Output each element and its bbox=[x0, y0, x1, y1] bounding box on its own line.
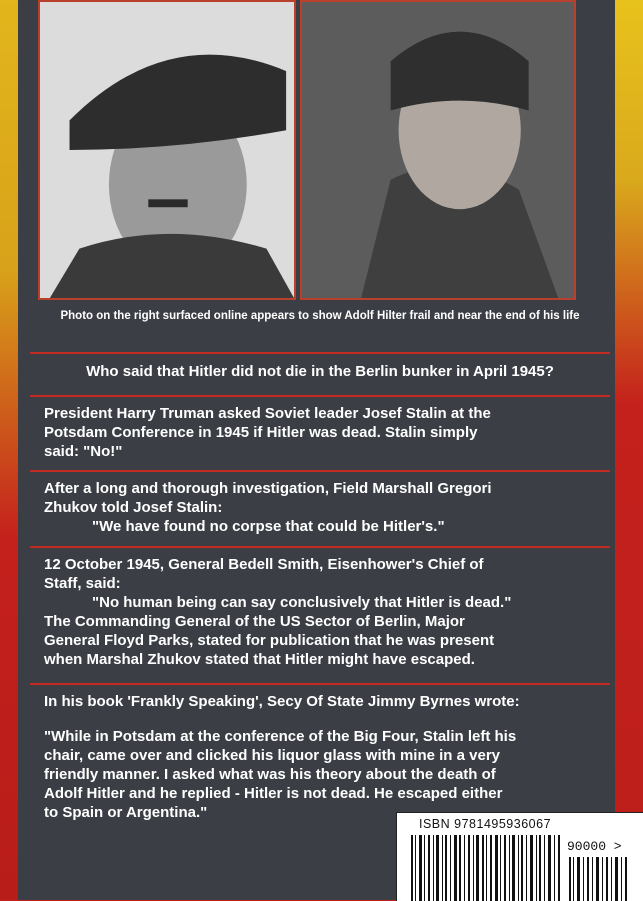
cover-border-right bbox=[615, 0, 643, 900]
photo-left-portrait bbox=[38, 0, 296, 300]
smith-line: Staff, said: bbox=[44, 575, 121, 592]
smith-after-line: General Floyd Parks, stated for publication that he was present bbox=[44, 632, 495, 649]
truman-section bbox=[30, 395, 610, 461]
barcode-bars-icon bbox=[411, 835, 561, 901]
zhukov-quote: "We have found no corpse that could be Hitler's." bbox=[92, 518, 445, 535]
photo-caption: Photo on the right surfaced online appears to show Adolf Hilter frail and near the end of his life bbox=[60, 310, 580, 322]
truman-line: President Harry Truman asked Soviet leader Josef Stalin at the bbox=[44, 405, 491, 422]
byrnes-line: to Spain or Argentina." bbox=[44, 804, 208, 821]
byrnes-intro: In his book 'Frankly Speaking', Secy Of State Jimmy Byrnes wrote: bbox=[44, 693, 520, 710]
photo-right-portrait bbox=[300, 0, 576, 300]
isbn-barcode bbox=[396, 812, 643, 901]
zhukov-section bbox=[30, 470, 610, 536]
price-code: 90000 > bbox=[567, 839, 622, 854]
zhukov-line: Zhukov told Josef Stalin: bbox=[44, 499, 223, 516]
zhukov-line: After a long and thorough investigation, Field Marshall Gregori bbox=[44, 480, 492, 497]
smith-after-line: The Commanding General of the US Sector of Berlin, Major bbox=[44, 613, 465, 630]
byrnes-section bbox=[30, 683, 610, 822]
smith-after-line: when Marshal Zhukov stated that Hitler might have escaped. bbox=[44, 651, 475, 668]
byrnes-line: friendly manner. I asked what was his theory about the death of bbox=[44, 766, 496, 783]
byrnes-line: "While in Potsdam at the conference of the Big Four, Stalin left his bbox=[44, 728, 517, 745]
byrnes-line: chair, came over and clicked his liquor glass with mine in a very bbox=[44, 747, 501, 764]
truman-line: Potsdam Conference in 1945 if Hitler was dead. Stalin simply bbox=[44, 424, 478, 441]
smith-line: 12 October 1945, General Bedell Smith, Eisenhower's Chief of bbox=[44, 556, 484, 573]
question-heading: Who said that Hitler did not die in the Berlin bunker in April 1945? bbox=[30, 352, 610, 392]
truman-line: said: "No!" bbox=[44, 443, 123, 460]
byrnes-line: Adolf Hitler and he replied - Hitler is not dead. He escaped either bbox=[44, 785, 503, 802]
isbn-number: ISBN 9781495936067 bbox=[419, 817, 552, 831]
smith-quote: "No human being can say conclusively that Hitler is dead." bbox=[92, 594, 512, 611]
price-barcode-icon bbox=[569, 857, 629, 901]
smith-section bbox=[30, 546, 610, 669]
